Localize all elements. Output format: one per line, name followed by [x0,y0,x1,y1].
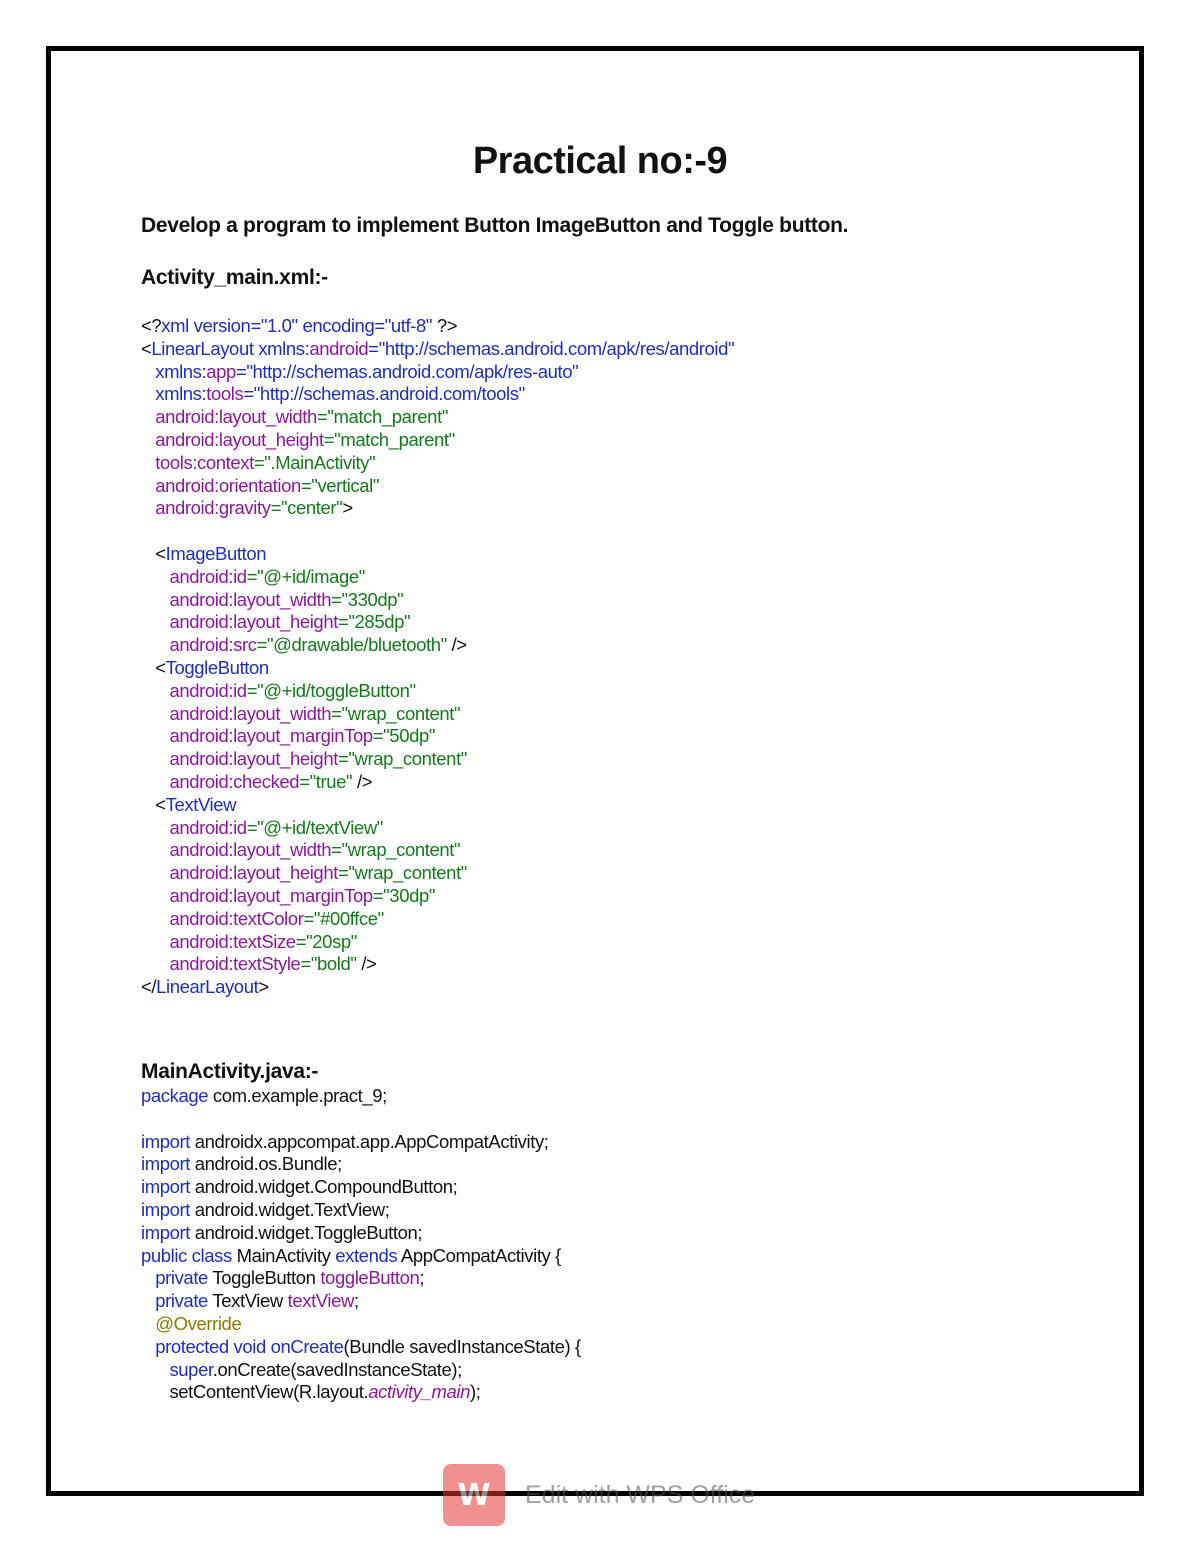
code-token: android.widget.CompoundButton; [190,1176,458,1198]
code-token: /> [446,634,467,656]
code-token: import [141,1176,190,1198]
code-token: android:layout_height [141,748,338,770]
xml-code-line [141,338,734,361]
xml-code-line [141,931,734,954]
code-token: android:gravity [141,497,271,519]
java-code-line [141,1199,581,1222]
code-token: android.os.Bundle; [190,1153,342,1175]
xml-code-line [141,953,734,976]
code-token: import [141,1153,190,1175]
code-token: < [141,542,166,564]
java-code-line [141,1359,581,1382]
xml-code-line [141,976,734,999]
code-token: xml version="1.0" encoding="utf-8" [161,315,433,336]
code-token: /> [356,953,377,975]
code-token: import [141,1221,190,1243]
code-token: ="@drawable/bluetooth" [256,634,447,656]
code-token: android:layout_height [141,611,338,633]
xml-code-line [141,748,734,771]
code-token: setContentView(R.layout. [141,1381,369,1403]
xml-code-line [141,452,734,475]
code-token: tools:context [141,451,254,473]
code-token: ="20sp" [295,930,357,952]
code-token: xmlns: [141,383,207,405]
code-token: onCreate [265,1335,344,1357]
code-token: </ [141,976,157,998]
code-token: android:layout_marginTop [141,725,373,747]
code-token: toggleButton [320,1267,420,1289]
code-token: TextView [165,793,237,815]
java-code-line [141,1108,581,1131]
task-description: Develop a program to implement Button ImageButton and Toggle button. [141,214,849,237]
java-code-line [141,1245,581,1268]
code-token: ="30dp" [372,884,436,906]
xml-code-line [141,315,734,338]
code-token: ="wrap_content" [331,839,461,861]
code-token: AppCompatActivity { [397,1244,561,1266]
code-token: ="285dp" [337,611,411,633]
code-token: android:id [141,679,247,701]
code-token: ); [469,1381,481,1403]
code-token: ToggleButton [165,656,269,678]
code-token: android:layout_width [141,406,317,428]
code-token: /> [352,770,373,792]
java-code-line [141,1381,581,1404]
code-token: ="center" [270,497,343,519]
xml-code-line [141,771,734,794]
code-token: androidx.appcompat.app.AppCompatActivity; [190,1130,549,1152]
code-token: ImageButton [165,542,267,564]
code-token: < [141,337,152,359]
xml-code-block [141,315,734,999]
xml-code-line [141,406,734,429]
wps-logo-icon: W [443,1464,505,1526]
xml-code-line [141,862,734,885]
java-code-line [141,1336,581,1359]
watermark-text: Edit with WPS Office [525,1480,756,1509]
code-token: ="match_parent" [316,406,448,428]
code-token: ="http://schemas.android.com/apk/res-auto" [235,360,579,382]
code-token: ="http://schemas.android.com/apk/res/android" [368,337,735,359]
xml-code-line [141,839,734,862]
code-token: ="wrap_content" [331,702,461,724]
code-token: android:layout_width [141,702,332,724]
code-token: extends [335,1244,398,1266]
code-token: ="#00ffce" [303,907,384,929]
java-code-line [141,1290,581,1313]
code-token: < [141,793,166,815]
xml-code-line [141,543,734,566]
code-token: import [141,1198,190,1220]
java-code-line [141,1153,581,1176]
xml-code-line [141,497,734,520]
code-token: LinearLayout xmlns: [151,337,310,359]
xml-code-line [141,794,734,817]
code-token: android:checked [141,770,300,792]
java-code-line [141,1085,581,1108]
java-code-line [141,1131,581,1154]
code-token: LinearLayout [156,976,259,998]
code-token: public class [141,1244,232,1266]
xml-code-line [141,566,734,589]
code-token: android.widget.TextView; [190,1198,390,1220]
xml-code-line [141,703,734,726]
code-token: ="match_parent" [323,428,455,450]
code-token: ="true" [299,770,353,792]
page-title: Practical no:-9 [472,140,728,182]
code-token: package [141,1085,209,1106]
code-token: android.widget.ToggleButton; [190,1221,423,1243]
xml-code-line [141,680,734,703]
code-token: android:textColor [141,907,304,929]
code-token: private [141,1267,208,1289]
xml-code-line [141,908,734,931]
code-token: activity_main [368,1381,470,1403]
code-token: ="vertical" [300,474,380,496]
xml-code-line [141,885,734,908]
code-token: android [309,337,369,359]
xml-code-line [141,520,734,543]
code-token: ="bold" [300,953,357,975]
xml-code-line [141,611,734,634]
xml-code-line [141,657,734,680]
code-token: ="wrap_content" [337,862,467,884]
code-token: ToggleButton [207,1267,321,1289]
java-code-line [141,1176,581,1199]
code-token: xmlns: [141,360,207,382]
code-token: android:textSize [141,930,296,952]
code-token: android:layout_width [141,839,332,861]
code-token: <? [141,315,162,336]
code-token: android:id [141,565,247,587]
xml-code-line [141,634,734,657]
code-token: > [342,497,353,519]
code-token: android:layout_width [141,588,332,610]
java-code-line [141,1222,581,1245]
code-token: < [141,656,166,678]
code-token: > [258,976,269,998]
code-token: android:layout_height [141,428,324,450]
code-token: textView [287,1290,354,1312]
java-code-block [141,1085,581,1404]
code-token: com.example.pract_9; [208,1085,387,1106]
java-section-heading: MainActivity.java:- [141,1060,319,1083]
code-token: ?> [432,315,458,336]
code-token: tools [206,383,244,405]
java-code-line [141,1313,581,1336]
code-token: @Override [141,1312,242,1334]
code-token: TextView [207,1290,288,1312]
code-token: android:id [141,816,247,838]
code-token: private [141,1290,208,1312]
code-token: ="@+id/toggleButton" [246,679,416,701]
code-token: import [141,1130,190,1152]
code-token: android:src [141,634,257,656]
xml-code-line [141,589,734,612]
code-token: super [141,1358,213,1380]
code-token: protected void [141,1335,266,1357]
xml-section-heading: Activity_main.xml:- [141,266,328,289]
xml-code-line [141,817,734,840]
xml-code-line [141,725,734,748]
xml-code-line [141,361,734,384]
code-token: android:layout_marginTop [141,884,373,906]
code-token: ; [353,1290,359,1312]
code-token: =".MainActivity" [253,451,376,473]
code-token: .onCreate(savedInstanceState); [212,1358,462,1380]
code-token: android:textStyle [141,953,301,975]
wps-watermark[interactable] [443,1464,755,1526]
code-token: ="wrap_content" [337,748,467,770]
code-token: ="50dp" [372,725,436,747]
java-code-line [141,1267,581,1290]
code-token: ="330dp" [331,588,404,610]
code-token: ="@+id/textView" [246,816,383,838]
xml-code-line [141,383,734,406]
code-token: (Bundle savedInstanceState) { [343,1335,581,1357]
code-token: app [206,360,236,382]
code-token: MainActivity [231,1244,336,1266]
code-token: android:orientation [141,474,301,496]
code-token: ="http://schemas.android.com/tools" [243,383,525,405]
xml-code-line [141,475,734,498]
code-token: ; [419,1267,425,1289]
code-token: ="@+id/image" [246,565,365,587]
xml-code-line [141,429,734,452]
code-token: android:layout_height [141,862,338,884]
